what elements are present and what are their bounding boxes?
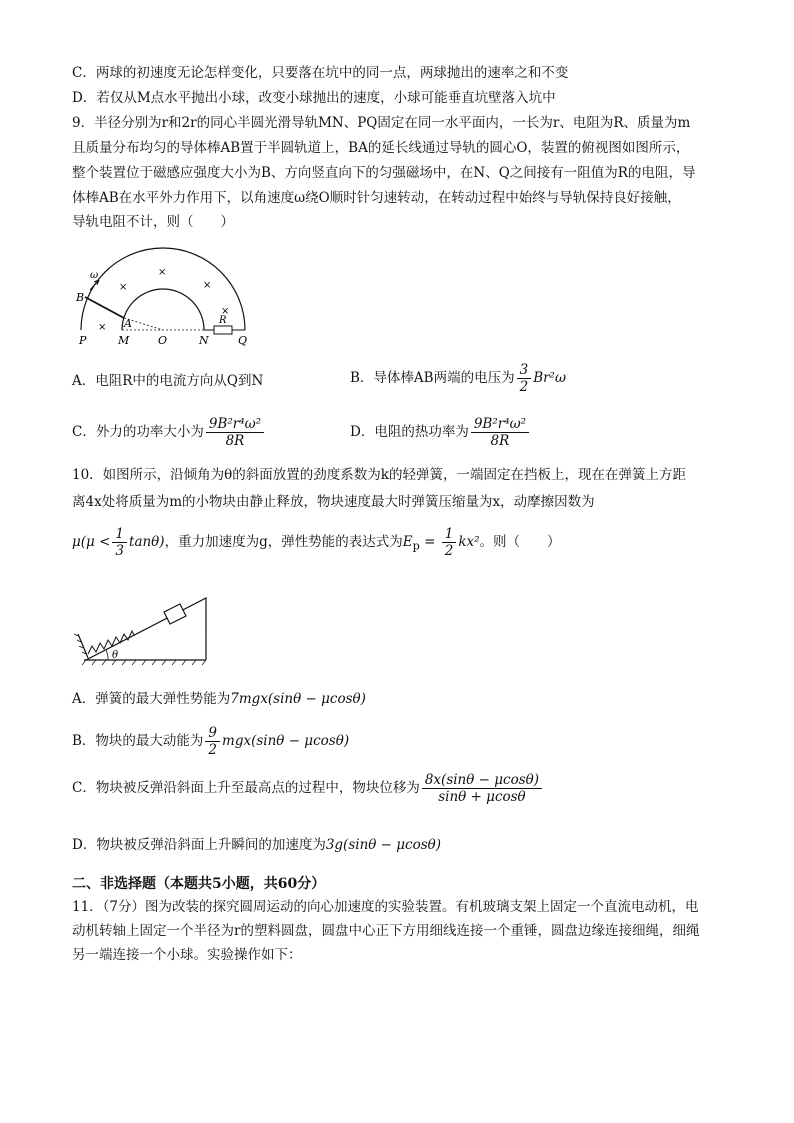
spring: [88, 631, 134, 654]
field-cross-1: ×: [158, 267, 167, 278]
label-a: A: [124, 317, 132, 330]
q11-stem-line-1: 11．（7分）图为改装的探究圆周运动的向心加速度的实验装置。有机玻璃支架上固定一个直流电动机，电: [72, 899, 699, 915]
incline: [86, 598, 206, 660]
field-cross-4: ×: [98, 322, 107, 333]
field-cross-5: ×: [221, 306, 230, 317]
label-q: Q: [238, 334, 248, 347]
label-n: N: [199, 334, 209, 347]
q10-option-b: B．物块的最大动能为 $\frac{9}{2}$ mgx(sinθ − μcosθ): [72, 725, 350, 758]
label-m: M: [118, 334, 130, 347]
inner-rail-mn: [122, 289, 204, 330]
label-r: R: [219, 315, 227, 326]
q10-stem-line-2: 离4x处将质量为m的小物块由静止释放，物块速度最大时弹簧压缩量为x，动摩擦因数为: [72, 494, 595, 510]
label-theta: θ: [112, 650, 119, 661]
angle-arc: [106, 650, 108, 660]
ground-hatch: [82, 660, 206, 665]
resistor-r: [214, 326, 232, 334]
q10-stem-line-1: 10．如图所示，沿倾角为θ的斜面放置的劲度系数为k的轻弹簧，一端固定在挡板上，现在在弹簧上方距: [72, 467, 686, 483]
q10-figure: [72, 588, 214, 666]
field-cross-2: ×: [119, 282, 128, 293]
label-p: P: [79, 334, 87, 347]
label-b: B: [76, 291, 85, 304]
block: [164, 604, 186, 624]
q9-option-d: D．电阻的热功率为 $\frac{\text{9B²r⁴ω²}}{8R}$: [350, 416, 531, 449]
q10-option-a: A．弹簧的最大弹性势能为7mgx(sinθ − μcosθ): [72, 691, 366, 707]
q9-option-a: A．电阻R中的电流方向从Q到N: [72, 373, 264, 389]
q10-option-c: C．物块被反弹沿斜面上升至最高点的过程中，物块位移为 $\frac{8x(\sin\theta - \mu\cos\theta)}{\sin\theta + \mu\cos\theta}$: [72, 772, 544, 805]
label-omega: ω: [90, 270, 99, 281]
fraction-displacement: $\frac{8x(\sin\theta - \mu\cos\theta)}{\sin\theta + \mu\cos\theta}$: [422, 772, 542, 805]
q11-stem-line-2: 动机转轴上固定一个半径为r的塑料圆盘，圆盘中心正下方用细线连接一个重锤，圆盘边缘连接细绳，细绳: [72, 923, 700, 939]
q9-stem-line-1: 9．半径分别为r和2r的同心半圆光滑导轨MN、PQ固定在同一水平面内，一长为r、电阻为R、质量为m: [72, 115, 691, 131]
q10-stem-line-3: μ(μ < $\frac{1}{3}$ tanθ)，重力加速度为g，弹性势能的表达式为$E_p$ = $\frac{1}{2}$ kx²。则（ ）: [72, 526, 561, 559]
q9-stem-line-2: 且质量分布均匀的导体棒AB置于半圆轨道上，BA的延长线通过导轨的圆心O，装置的俯视图如图所示，: [72, 140, 690, 156]
q11-stem-line-3: 另一端连接一个小球。实验操作如下：: [72, 947, 302, 963]
q9-figure: [72, 242, 262, 350]
fraction-1-2: $\frac{1}{2}$: [442, 526, 457, 559]
q9-stem-line-3: 整个装置位于磁感应强度大小为B、方向竖直向下的匀强磁场中，在N、Q之间接有一阻值为R的电阻，导: [72, 165, 696, 181]
fraction-1-3: $\frac{1}{3}$: [112, 526, 127, 559]
rod-ab: [85, 297, 124, 318]
q9-option-b: B．导体棒AB两端的电压为 $\frac{3}{2}$ Br²ω: [350, 362, 566, 395]
q8-option-d: D．若仅从M点水平抛出小球，改变小球抛出的速度，小球可能垂直坑壁落入坑中: [72, 90, 556, 106]
section-2-heading: 二、非选择题（本题共5小题，共60分）: [72, 876, 326, 892]
fraction-power: $\frac{\text{9B²r⁴ω²}}{8R}$: [206, 416, 264, 449]
q8-option-c: C．两球的初速度无论怎样变化，只要落在坑中的同一点，两球抛出的速率之和不变: [72, 65, 569, 81]
q9-stem-line-4: 体棒AB在水平外力作用下，以角速度ω绕O顺时针匀速转动，在转动过程中始终与导轨保持良好接触，: [72, 190, 681, 206]
q9-stem-line-5: 导轨电阻不计，则（ ）: [72, 214, 234, 230]
q9-option-c: C．外力的功率大小为 $\frac{\text{9B²r⁴ω²}}{8R}$: [72, 416, 266, 449]
field-cross-3: ×: [203, 280, 212, 291]
fraction-heat-power: $\frac{\text{9B²r⁴ω²}}{8R}$: [471, 416, 529, 449]
fraction-3-2: $\frac{3}{2}$: [517, 362, 532, 395]
q10-option-d: D．物块被反弹沿斜面上升瞬间的加速度为3g(sinθ − μcosθ): [72, 837, 442, 853]
fraction-9-2: $\frac{9}{2}$: [205, 725, 220, 758]
label-o: O: [158, 334, 168, 347]
